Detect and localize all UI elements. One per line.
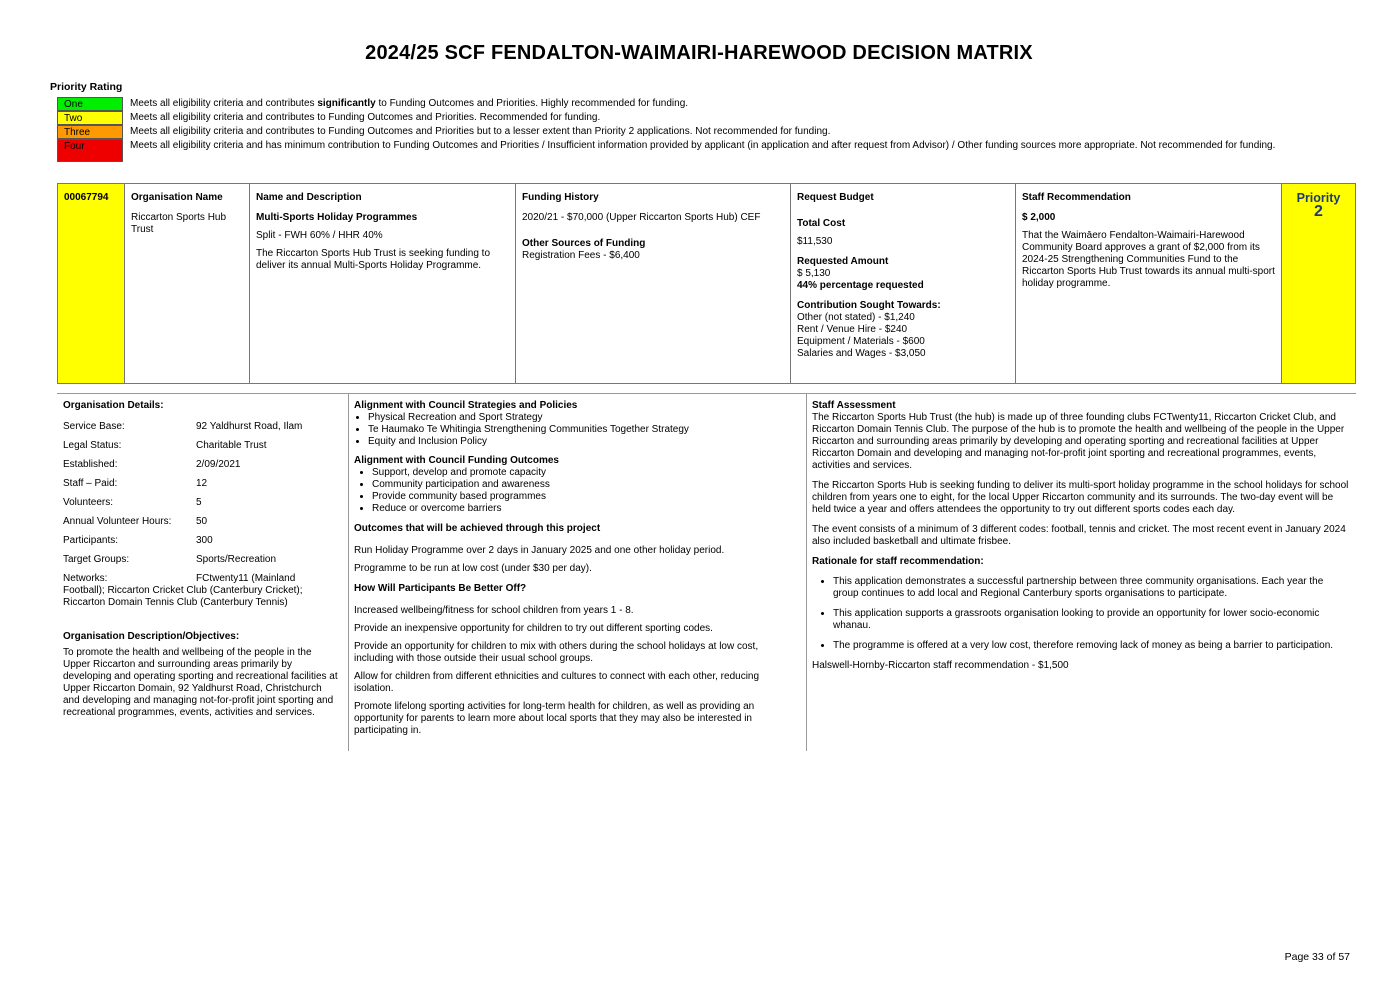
staff-recommendation-header: Staff Recommendation bbox=[1022, 192, 1131, 203]
percentage-requested: 44% percentage requested bbox=[797, 280, 924, 291]
priority-legend bbox=[57, 97, 1317, 162]
organisation-name-cell bbox=[125, 184, 250, 383]
legend-swatch-four: Four bbox=[57, 139, 123, 162]
staff-recommendation-text: That the Waimāero Fendalton-Waimairi-Harewood Community Board approves a grant of $2,000 from its 2024-25 Strengthening Communities Fund to the Riccarton Sports Hub Trust towards its annual multi-sport holiday programme. bbox=[1022, 230, 1275, 289]
detail-row: Participants: 300 bbox=[63, 535, 213, 546]
total-cost: $11,530 bbox=[797, 236, 833, 247]
funding-history-header: Funding History bbox=[522, 192, 599, 203]
organisation-details bbox=[57, 393, 347, 726]
contribution-item: Equipment / Materials - $600 bbox=[797, 336, 925, 347]
application-id-cell bbox=[58, 184, 125, 383]
list-item: • This application supports a grassroots organisation looking to provide an opportunity for lower socio-economic whanau. bbox=[833, 608, 1350, 632]
contribution-header: Contribution Sought Towards: bbox=[797, 300, 941, 311]
application-id: 00067794 bbox=[64, 192, 109, 203]
funding-history: 2020/21 - $70,000 (Upper Riccarton Sports Hub) CEF bbox=[522, 212, 761, 223]
other-sources-header: Other Sources of Funding bbox=[522, 238, 646, 249]
project-name: Multi-Sports Holiday Programmes bbox=[256, 212, 418, 223]
list-item: • Community participation and awareness bbox=[372, 479, 800, 491]
legend-text-one: Meets all eligibility criteria and contributes significantly to Funding Outcomes and Priorities. Highly recommended for funding. bbox=[130, 98, 689, 109]
project-description: The Riccarton Sports Hub Trust is seeking funding to deliver its annual Multi-Sports Holiday Programme. bbox=[256, 248, 491, 271]
staff-recommendation-amount: $ 2,000 bbox=[1022, 212, 1056, 223]
organisation-name: Riccarton Sports Hub Trust bbox=[131, 212, 227, 235]
list-item: • Equity and Inclusion Policy bbox=[368, 436, 800, 448]
requested-amount: $ 5,130 bbox=[797, 268, 831, 279]
page-title: 2024/25 SCF FENDALTON-WAIMAIRI-HAREWOOD DECISION MATRIX bbox=[365, 42, 1033, 64]
legend-text-four: Meets all eligibility criteria and has minimum contribution to Funding Outcomes and Priorities / Insufficient information provided by applicant (in application and after request from Advisor) / Other funding sources more appropriate. Not recommended for funding. bbox=[130, 140, 1276, 151]
legend-row-three bbox=[57, 125, 1317, 139]
legend-row-four bbox=[57, 139, 1317, 162]
better-off-item: Provide an inexpensive opportunity for children to try out different sporting codes. bbox=[354, 623, 713, 634]
project-outcomes-heading: Outcomes that will be achieved through this project bbox=[354, 523, 601, 534]
outcomes-list bbox=[354, 467, 800, 515]
detail-row: Target Groups: Sports/Recreation bbox=[63, 554, 277, 565]
contribution-item: Other (not stated) - $1,240 bbox=[797, 312, 915, 323]
staff-assessment bbox=[806, 393, 1356, 679]
organisation-description-heading: Organisation Description/Objectives: bbox=[63, 631, 240, 642]
name-description-cell bbox=[250, 184, 516, 383]
organisation-description: To promote the health and wellbeing of the people in the Upper Riccarton and surrounding areas primarily by developing and operating sporting and recreational facilities at Upper Riccarton Domain, 92 Yaldhurst Road, Christchurch and developing and managing not-for-profit joint sporting and recreational programmes, events, activities and services. bbox=[63, 647, 338, 718]
list-item: • Provide community based programmes bbox=[372, 491, 800, 503]
staff-recommendation-cell bbox=[1016, 184, 1282, 383]
legend-swatch-three: Three bbox=[57, 125, 123, 139]
list-item: • Physical Recreation and Sport Strategy bbox=[368, 412, 800, 424]
better-off-item: Allow for children from different ethnicities and cultures to connect with each other, reducing isolation. bbox=[354, 671, 760, 694]
legend-text-two: Meets all eligibility criteria and contributes to Funding Outcomes and Priorities. Recommended for funding. bbox=[130, 112, 601, 123]
page-number: Page 33 of 57 bbox=[1284, 951, 1350, 963]
detail-row: Annual Volunteer Hours: 50 bbox=[63, 516, 208, 527]
legend-row-one bbox=[57, 97, 1317, 111]
priority-cell bbox=[1282, 184, 1355, 383]
better-off-item: Provide an opportunity for children to mix with others during the school holidays at low cost, including with those outside their usual school groups. bbox=[354, 641, 759, 664]
funding-split: Split - FWH 60% / HHR 40% bbox=[256, 230, 383, 241]
detail-row: Service Base: 92 Yaldhurst Road, Ilam bbox=[63, 421, 303, 432]
list-item: • Reduce or overcome barriers bbox=[372, 503, 800, 515]
project-outcome: Programme to be run at low cost (under $30 per day). bbox=[354, 563, 592, 574]
better-off-item: Promote lifelong sporting activities for long-term health for children, as well as providing an opportunity for parents to learn more about local sports that they may also be interested in participating in. bbox=[354, 701, 755, 736]
staff-assessment-heading: Staff Assessment bbox=[812, 400, 896, 411]
alignment-column bbox=[348, 393, 806, 750]
detail-row: Established: 2/09/2021 bbox=[63, 459, 241, 470]
better-off-heading: How Will Participants Be Better Off? bbox=[354, 583, 527, 594]
funding-history-cell bbox=[516, 184, 791, 383]
assessment-paragraph: The event consists of a minimum of 3 different codes: football, tennis and cricket. The most recent event in January 2024 also included basketball and ultimate frisbee. bbox=[812, 524, 1346, 547]
request-budget-header: Request Budget bbox=[797, 192, 874, 203]
detail-row: Volunteers: 5 bbox=[63, 497, 202, 508]
requested-amount-label: Requested Amount bbox=[797, 256, 889, 267]
other-board-recommendation: Halswell-Hornby-Riccarton staff recommendation - $1,500 bbox=[812, 660, 1069, 671]
list-item: • The programme is offered at a very low cost, therefore removing lack of money as being a barrier to participation. bbox=[833, 640, 1350, 652]
contribution-item: Salaries and Wages - $3,050 bbox=[797, 348, 926, 359]
better-off-item: Increased wellbeing/fitness for school children from years 1 - 8. bbox=[354, 605, 634, 616]
legend-swatch-two: Two bbox=[57, 111, 123, 125]
priority-header: Priority bbox=[1296, 191, 1341, 205]
legend-row-two bbox=[57, 111, 1317, 125]
project-outcome: Run Holiday Programme over 2 days in January 2025 and one other holiday period. bbox=[354, 545, 725, 556]
legend-swatch-one: One bbox=[57, 97, 123, 111]
priority-rating-heading: Priority Rating bbox=[50, 81, 123, 93]
list-item: • Te Haumako Te Whitingia Strengthening Communities Together Strategy bbox=[368, 424, 800, 436]
other-sources: Registration Fees - $6,400 bbox=[522, 250, 640, 261]
outcomes-heading: Alignment with Council Funding Outcomes bbox=[354, 455, 559, 466]
detail-row: Staff – Paid: 12 bbox=[63, 478, 208, 489]
organisation-details-heading: Organisation Details: bbox=[63, 400, 164, 411]
application-summary-table bbox=[57, 183, 1356, 384]
list-item: • This application demonstrates a successful partnership between three community organisations. Each year the group continues to add local and Regional Canterbury sports organisations to participate. bbox=[833, 576, 1350, 600]
rationale-heading: Rationale for staff recommendation: bbox=[812, 556, 984, 567]
assessment-paragraph: The Riccarton Sports Hub Trust (the hub) is made up of three founding clubs FCTwenty11, Riccarton Cricket Club, and Riccarton Domain Tennis Club. The purpose of the hub is to promote the health and wellbeing of the people in the Upper Riccarton and surrounding areas primarily by developing and operating sporting and recreational facilities at Upper Riccarton Domain and developing and managing not-for-profit joint sporting and recreational programmes, events, activities and services. bbox=[812, 412, 1345, 471]
request-budget-cell bbox=[791, 184, 1016, 383]
total-cost-label: Total Cost bbox=[797, 218, 846, 229]
name-description-header: Name and Description bbox=[256, 192, 362, 203]
strategies-list bbox=[354, 412, 800, 448]
organisation-name-header: Organisation Name bbox=[131, 192, 223, 203]
assessment-paragraph: The Riccarton Sports Hub is seeking funding to deliver its multi-sport holiday programme in the school holidays for school children from years one to eight, for the local Upper Riccarton community and its surrounds. The two-day event will be held twice a year and offers attendees the opportunity to try out different sports codes each day. bbox=[812, 480, 1349, 515]
legend-text-three: Meets all eligibility criteria and contributes to Funding Outcomes and Priorities but to a lesser extent than Priority 2 applications. Not recommended for funding. bbox=[130, 126, 831, 137]
networks: Networks: FCtwenty11 (Mainland Football); Riccarton Cricket Club (Canterbury Cricket); Riccarton Domain Tennis Club (Canterbury Tennis) bbox=[63, 573, 303, 608]
detail-row: Legal Status: Charitable Trust bbox=[63, 440, 267, 451]
priority-value: 2 bbox=[1314, 203, 1323, 220]
assessment-section bbox=[57, 393, 1356, 751]
strategies-heading: Alignment with Council Strategies and Policies bbox=[354, 400, 578, 411]
rationale-list bbox=[812, 576, 1350, 652]
contribution-item: Rent / Venue Hire - $240 bbox=[797, 324, 908, 335]
list-item: • Support, develop and promote capacity bbox=[372, 467, 800, 479]
